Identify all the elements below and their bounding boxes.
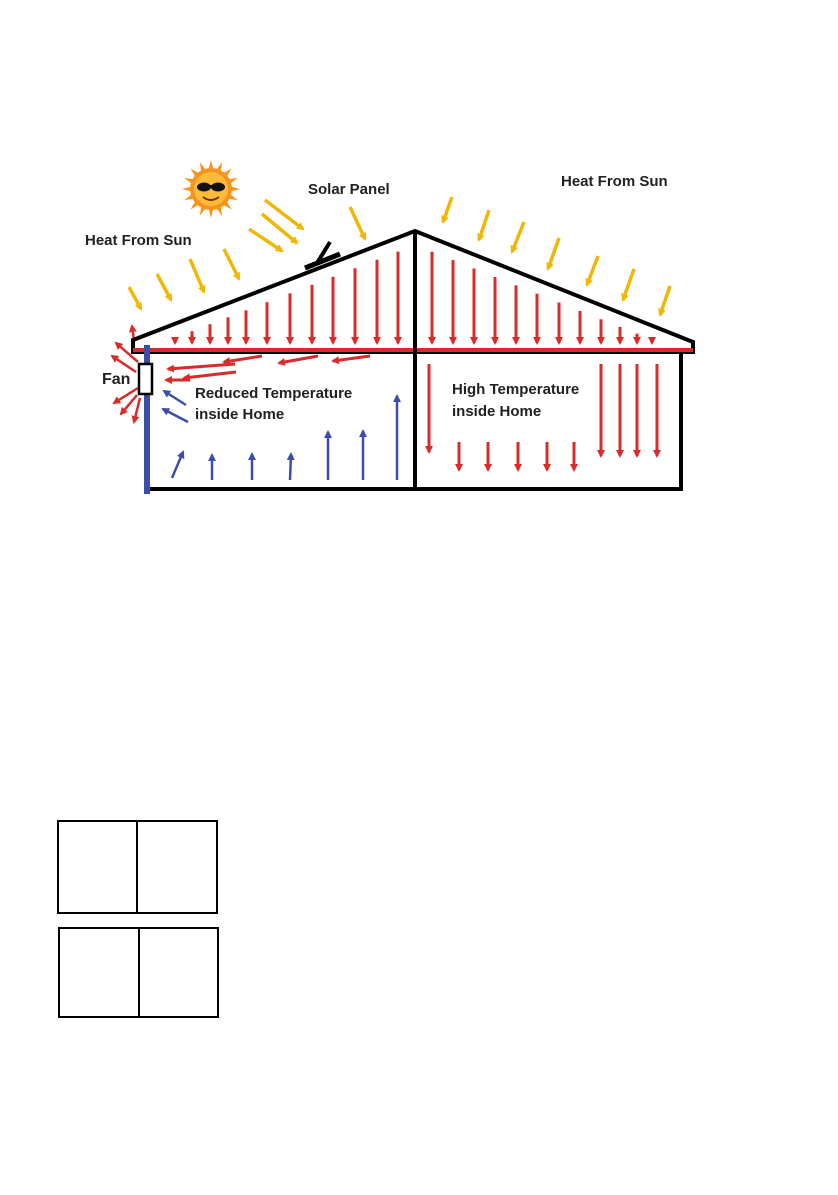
high-temperature-label-line1: High Temperature: [452, 381, 580, 398]
sun-ray-arrow: [265, 200, 303, 229]
sun-ray-arrow: [548, 238, 559, 269]
cool-air-arrows: [163, 391, 397, 480]
heat-arrow: [184, 372, 236, 378]
house-outline: [133, 231, 693, 494]
heat-from-sun-right-label: Heat From Sun: [561, 173, 668, 190]
sun-ray-arrow: [660, 286, 670, 315]
sun-ray-arrow: [224, 249, 239, 279]
heat-arrow: [168, 364, 235, 369]
sun-ray-arrow: [190, 259, 204, 292]
cool-air-arrow: [290, 454, 291, 480]
sun-ray-arrow: [350, 207, 365, 239]
fan-exhaust-arrow: [114, 388, 138, 403]
solar-panel-label: Solar Panel: [308, 181, 390, 198]
heat-arrow: [333, 356, 370, 361]
window-icon: [59, 928, 218, 1017]
window-icon: [58, 821, 217, 913]
cool-air-arrow: [164, 391, 186, 405]
sun-ray-arrow: [587, 256, 598, 285]
heat-from-sun-left-label: Heat From Sun: [85, 232, 192, 249]
heat-arrows: [112, 252, 657, 470]
fan-label: Fan: [102, 371, 131, 388]
sun-ray-arrow: [129, 287, 141, 309]
sun-ray-arrow: [479, 210, 489, 240]
sun-ray-arrow: [249, 229, 282, 251]
heat-arrow: [224, 356, 262, 362]
high-temperature-label-line2: inside Home: [452, 403, 542, 420]
sun-ray-arrow: [512, 222, 524, 252]
reduced-temperature-label-line2: inside Home: [195, 406, 285, 423]
heat-arrow: [279, 356, 318, 363]
sun-ray-arrow: [157, 274, 171, 300]
fan-exhaust-arrow: [134, 398, 140, 422]
sun-ray-arrow: [443, 197, 452, 222]
sun-with-sunglasses-icon: [182, 160, 240, 218]
sun-ray-arrow: [623, 269, 634, 300]
cool-air-arrow: [172, 452, 183, 478]
reduced-temperature-label-line1: Reduced Temperature: [195, 385, 353, 402]
fan-icon: [139, 364, 152, 394]
cool-air-arrow: [163, 409, 188, 422]
